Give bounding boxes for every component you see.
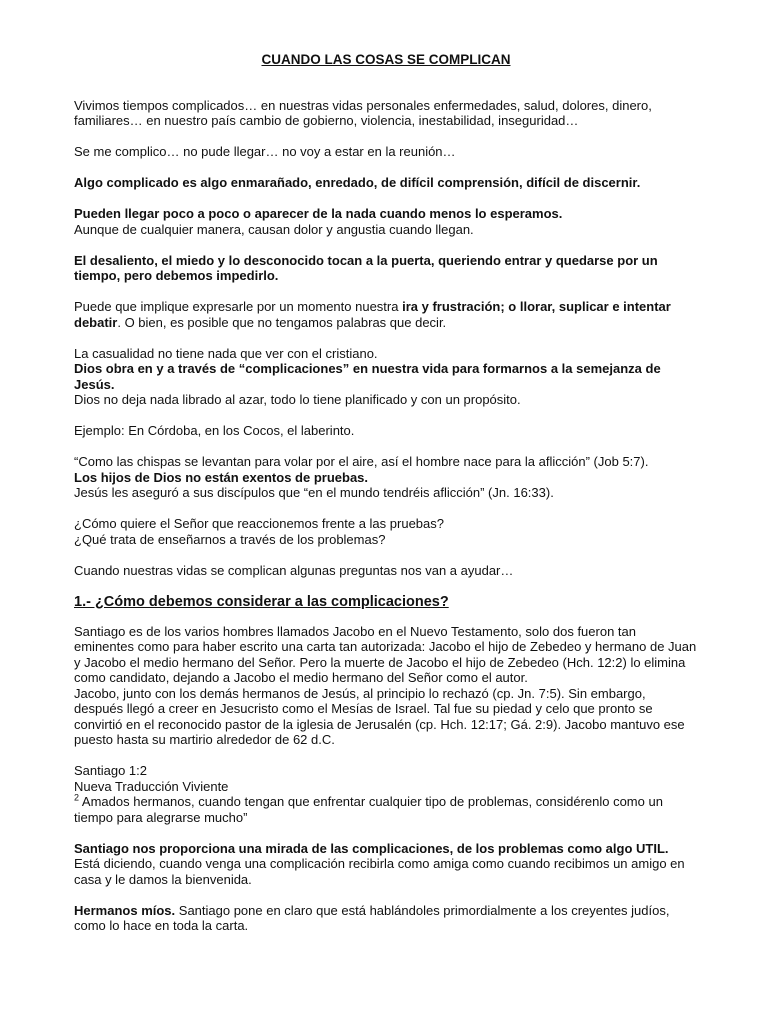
question-2: ¿Qué trata de enseñarnos a través de los problemas? (74, 531, 386, 547)
paragraph-9-bold: Los hijos de Dios no están exentos de pruebas. (74, 469, 369, 485)
paragraph-15-rest: Santiago pone en claro que está hablándoles primordialmente a los creyentes judíos, como lo hace en toda la carta. (74, 902, 670, 933)
paragraph-15 (74, 903, 698, 934)
paragraph-7 (74, 346, 698, 408)
paragraph-6 (74, 299, 698, 330)
paragraph-12-a: Santiago es de los varios hombres llamados Jacobo en el Nuevo Testamento, solo dos fueron tan eminentes como para haber escrito una carta tan autorizada: Jacobo el hijo de Zebedeo y hermano de Juan y Jacobo el medio hermano del Señor. Pero la muerte de Jacobo el hijo de Zebedeo (Hch. 12:2) lo elimina como candidato, dejando a Jacobo el medio hermano del Señor como el autor. (74, 623, 697, 685)
paragraph-14-bold: Santiago nos proporciona una mirada de las complicaciones, de los problemas como algo UTIL. (74, 840, 669, 856)
paragraph-15-bold: Hermanos míos. (74, 902, 176, 918)
paragraph-4-rest: Aunque de cualquier manera, causan dolor y angustia cuando llegan. (74, 221, 474, 237)
paragraph-6-c: . O bien, es posible que no tengamos palabras que decir. (117, 314, 447, 330)
document-title: CUANDO LAS COSAS SE COMPLICAN (261, 52, 511, 67)
paragraph-9-quote: “Como las chispas se levantan para volar por el aire, así el hombre nace para la aflicción” (Job 5:7). (74, 454, 649, 469)
paragraph-12-b: Jacobo, junto con los demás hermanos de Jesús, al principio lo rechazó (cp. Jn. 7:5). Sin embargo, después llegó a creer en Jesucristo como el Mesías de Israel. Tal fue su piedad y celo que pronto se convirtió en el reconocido pastor de la iglesia de Jerusalén (cp. Hch. 12:17; Gá. 2:9). Jacobo mantuvo ese puesto hasta su martirio alrededor de 62 d.C. (74, 685, 685, 747)
section-heading-1: 1.- ¿Cómo debemos considerar a las complicaciones? (74, 593, 449, 610)
paragraph-14-rest: Está diciendo, cuando venga una complicación recibirla como amiga como cuando recibimos un amigo en casa y le damos la bienvenida. (74, 856, 685, 887)
paragraph-9-c: Jesús les aseguró a sus discípulos que “en el mundo tendréis aflicción” (Jn. 16:33). (74, 485, 554, 500)
bible-version: Nueva Traducción Viviente (74, 778, 229, 794)
paragraph-1: Vivimos tiempos complicados… en nuestras vidas personales enfermedades, salud, dolores, dinero, familiares… en nuestro país cambio de gobierno, violencia, inestabilidad, inseguridad… (74, 97, 652, 128)
paragraph-7-c: Dios no deja nada librado al azar, todo lo tiene planificado y con un propósito. (74, 392, 521, 407)
paragraph-2: Se me complico… no pude llegar… no voy a estar en la reunión… (74, 144, 456, 159)
bible-reference: Santiago 1:2 (74, 763, 148, 778)
paragraph-4 (74, 206, 698, 237)
paragraph-12 (74, 624, 698, 748)
paragraph-8: Ejemplo: En Córdoba, en los Cocos, el laberinto. (74, 423, 355, 438)
paragraph-14 (74, 841, 698, 888)
paragraph-6-a: Puede que implique expresarle por un momento nuestra (74, 299, 403, 314)
verse-text: Amados hermanos, cuando tengan que enfrentar cualquier tipo de problemas, considérenlo como un tiempo para alegrarse mucho” (74, 794, 663, 825)
paragraph-4-bold: Pueden llegar poco a poco o aparecer de la nada cuando menos lo esperamos. (74, 206, 563, 221)
paragraph-3: Algo complicado es algo enmarañado, enredado, de difícil comprensión, difícil de discernir. (74, 175, 641, 190)
document-page (74, 52, 698, 949)
paragraph-7-a: La casualidad no tiene nada que ver con el cristiano. (74, 345, 378, 361)
paragraph-6-bold: ira y frustración; o llorar, suplicar e intentar debatir (74, 299, 671, 330)
paragraph-10 (74, 516, 698, 547)
paragraph-7-bold: Dios obra en y a través de “complicaciones” en nuestra vida para formarnos a la semejanza de Jesús. (74, 361, 661, 392)
paragraph-13 (74, 763, 698, 825)
paragraph-11: Cuando nuestras vidas se complican algunas preguntas nos van a ayudar… (74, 562, 514, 578)
verse-number: 2 (74, 792, 80, 803)
question-1: ¿Cómo quiere el Señor que reaccionemos frente a las pruebas? (74, 516, 444, 531)
paragraph-9 (74, 454, 698, 501)
paragraph-5: El desaliento, el miedo y lo desconocido tocan a la puerta, queriendo entrar y quedarse por un tiempo, pero debemos impedirlo. (74, 252, 658, 283)
